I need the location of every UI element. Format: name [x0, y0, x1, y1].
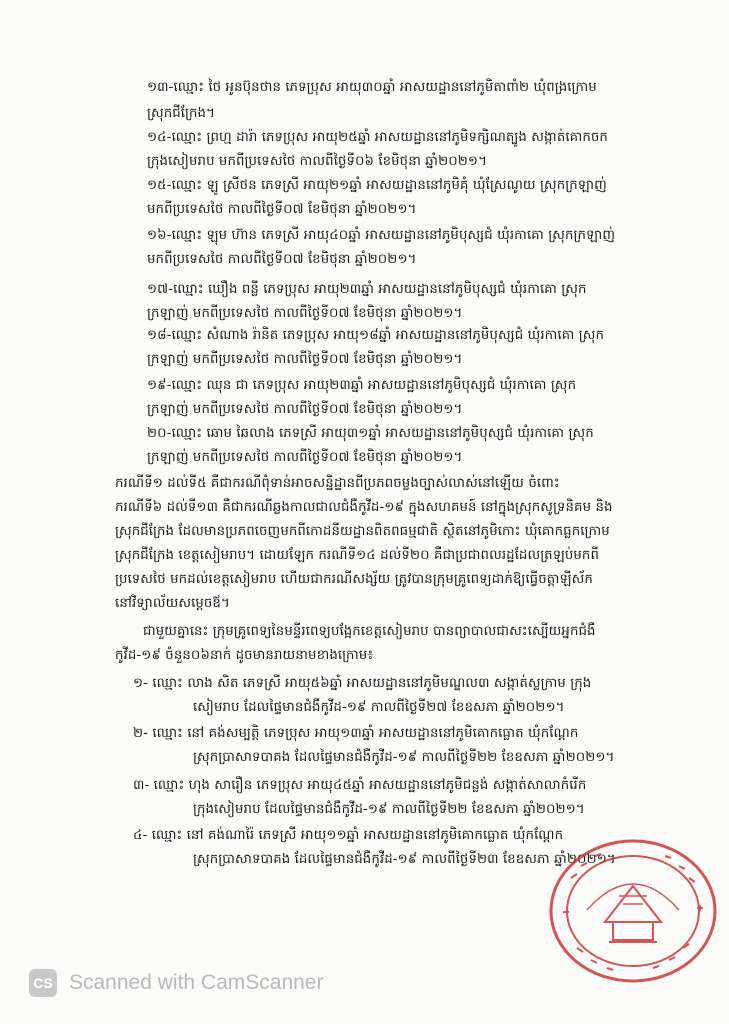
text-line-item15-b: មកពីប្រទេសថៃ កាលពីថ្ងៃទី០៧ ខែមិថុនា ឆ្នាំ២០២១។	[147, 202, 417, 217]
text-line-item13-b: ស្រុកជីក្រែង។	[147, 106, 215, 121]
text-line-item17-b: ក្រឡាញ់ មកពីប្រទេសថៃ កាលពីថ្ងៃទី០៧ ខែមិថុនា ឆ្នាំ២០២១។	[147, 306, 463, 321]
text-line-item14-b: ក្រុងសៀមរាប មកពីប្រទេសថៃ កាលពីថ្ងៃទី០៦ ខែមិថុនា ឆ្នាំ២០២១។	[147, 154, 487, 169]
recovered-item3-b: ក្រុងសៀមរាប ដែលផ្ទៃមានជំងឺកូវីដ-១៩ កាលពីថ្ងៃទី២២ ខែឧសភា ឆ្នាំ២០២១។	[193, 802, 585, 817]
recovery-intro-line-1: ជាមួយគ្នានេះ ក្រុមគ្រូពេទ្យនៃមន្ទីរពេទ្យបង្អែកខេត្តសៀមរាប បានព្យាបាលជាសះស្បើយអ្នកជំងឺ	[143, 624, 596, 639]
paragraph-line-6: នៅវិទ្យាល័យសម្តេចឪ។	[115, 596, 230, 611]
recovered-item3-a: ៣- ឈ្មោះ ហុង សារឿន ភេទប្រុស អាយុ៤៥ឆ្នាំ អាសយដ្ឋាននៅភូមិជន្លង់ សង្កាត់សាលាកំរើក	[133, 778, 587, 793]
text-line-item19-a: ១៩-ឈ្មោះ ឈុន ជា ភេទប្រុស អាយុ២៣ឆ្នាំ អាសយដ្ឋាននៅភូមិបុស្សជំ ឃុំរកាគោ ស្រុក	[147, 378, 577, 393]
recovery-intro-line-2: កូវីដ-១៩ ចំនួន០៦នាក់ ដូចមានរាយនាមខាងក្រោម៖	[115, 648, 374, 663]
scanned-with-label: Scanned with CamScanner	[69, 971, 324, 994]
text-line-item19-b: ក្រឡាញ់ មកពីប្រទេសថៃ កាលពីថ្ងៃទី០៧ ខែមិថុនា ឆ្នាំ២០២១។	[147, 402, 463, 417]
recovered-item2-a: ២- ឈ្មោះ នៅ គង់សម្បត្តិ ភេទប្រុស អាយុ១៣ឆ្នាំ អាសយដ្ឋាននៅភូមិគោកធ្លោត ឃុំកណ្តែក	[133, 726, 579, 741]
recovered-item2-b: ស្រុកប្រាសាទបាគង ដែលផ្ទៃមានជំងឺកូវីដ-១៩ កាលពីថ្ងៃទី២២ ខែឧសភា ឆ្នាំ២០២១។	[193, 750, 615, 765]
text-line-item18-a: ១៨-ឈ្មោះ សំណាង រ៉ានិត ភេទប្រុស អាយុ១៨ឆ្នាំ អាសយដ្ឋាននៅភូមិបុស្សជំ ឃុំរកាគោ ស្រុក	[147, 328, 605, 343]
paragraph-line-5: ប្រទេសថៃ មកដល់ខេត្តសៀមរាប ហើយជាករណីសង្ស័យ ត្រូវបានក្រុមគ្រូពេទ្យដាក់ឱ្យធ្វើចត្តាឡីស័ក	[115, 572, 593, 587]
text-line-item16-a: ១៦-ឈ្មោះ ឡុម ហ៊ាន ភេទស្រី អាយុ៤០ឆ្នាំ អាសយដ្ឋាននៅភូមិបុស្សជំ ឃុំរកាគោ ស្រុកក្រឡាញ់	[147, 228, 616, 243]
recovered-item1-b: សៀមរាប ដែលផ្ទៃមានជំងឺកូវីដ-១៩ កាលពីថ្ងៃទី២៧ ខែឧសភា ឆ្នាំ២០២១។	[193, 700, 565, 715]
paragraph-line-3: ស្រុកជីក្រែង ដែលមានប្រភពចេញមកពីកោដនីយដ្ឋានពិតពធម្មជាតិ ស្ថិតនៅភូមិកោះ ឃុំគោកធ្លកក្រោម	[115, 524, 610, 539]
paragraph-line-1: ករណីទី១ ដល់ទី៥ គឺជាករណីពុំទាន់អាចសន្និដ្ឋានពីប្រភពចម្លងច្បាស់លាស់នៅឡើយ ចំពោះ	[115, 476, 560, 491]
recovered-item1-a: ១- ឈ្មោះ លាង សិត ភេទស្រី អាយុ៥៦ឆ្នាំ អាសយដ្ឋាននៅភូមិមណ្ឌល៣ សង្កាត់ស្លក្រាម ក្រុង	[133, 676, 592, 691]
text-line-item16-b: មកពីប្រទេសថៃ កាលពីថ្ងៃទី០៧ ខែមិថុនា ឆ្នាំ២០២១។	[147, 252, 417, 267]
camscanner-watermark	[29, 968, 323, 998]
text-line-item18-b: ក្រឡាញ់ មកពីប្រទេសថៃ កាលពីថ្ងៃទី០៧ ខែមិថុនា ឆ្នាំ២០២១។	[147, 352, 463, 367]
text-line-item20-a: ២០-ឈ្មោះ ឆោម ឆៃលាង ភេទស្រី អាយុ៣១ឆ្នាំ អាសយដ្ឋាននៅភូមិបុស្សជំ ឃុំរកាគោ ស្រុក	[147, 426, 594, 441]
camscanner-logo-icon: CS	[29, 969, 57, 997]
text-line-item13-a: ១៣-ឈ្មោះ ថៃ អូនប៊ុនថាន ភេទប្រុស អាយុ៣០ឆ្នាំ អាសយដ្ឋាននៅភូមិតាពាំ២ ឃុំពង្រក្រោម	[147, 80, 597, 95]
paragraph-line-2: ករណីទី៦ ដល់ទី១៣ គឺជាករណីឆ្លងកាលជាលជំងឺកូវីដ-១៩ ក្នុងសហគមន៍ នៅក្នុងស្រុកសូទ្រនិគម និង	[115, 500, 613, 515]
text-line-item14-a: ១៤-ឈ្មោះ ព្រហ្ម ដារ៉ា ភេទប្រុស អាយុ២៥ឆ្នាំ អាសយដ្ឋាននៅភូមិទក្សិណត្បូង សង្កាត់គោកចក	[147, 130, 608, 145]
text-line-item15-a: ១៥-ឈ្មោះ ឡូ ស្រីថន ភេទស្រី អាយុ២១ឆ្នាំ អាសយដ្ឋាននៅភូមិគុំ ឃុំស្រែណូយ ស្រុកក្រឡាញ់	[147, 178, 607, 193]
paragraph-line-4: ស្រុកជីក្រែង ខេត្តសៀមរាប។ ដោយឡែក ករណីទី១៤ ដល់ទី២០ គឺជាប្រជាពលរដ្ឋដែលត្រឡប់មកពី	[115, 548, 599, 563]
official-seal-stamp	[547, 838, 719, 984]
recovered-item4-a: ៤- ឈ្មោះ នៅ គង់ណារ៉ៃ ភេទស្រី អាយុ១១ឆ្នាំ អាសយដ្ឋាននៅភូមិគោកធ្លោត ឃុំកណ្តែក	[133, 828, 564, 843]
recovered-item4-b: ស្រុកប្រាសាទបាគង ដែលផ្ទៃមានជំងឺកូវីដ-១៩ កាលពីថ្ងៃទី២៣ ខែឧសភា ឆ្នាំ២០២១។	[193, 852, 616, 867]
text-line-item20-b: ក្រឡាញ់ មកពីប្រទេសថៃ កាលពីថ្ងៃទី០៧ ខែមិថុនា ឆ្នាំ២០២១។	[147, 450, 463, 465]
text-line-item17-a: ១៧-ឈ្មោះ ឃឿង ពន្លី ភេទប្រុស អាយុ២៣ឆ្នាំ អាសយដ្ឋាននៅភូមិបុស្សជំ ឃុំរកាគោ ស្រុក	[147, 282, 587, 297]
